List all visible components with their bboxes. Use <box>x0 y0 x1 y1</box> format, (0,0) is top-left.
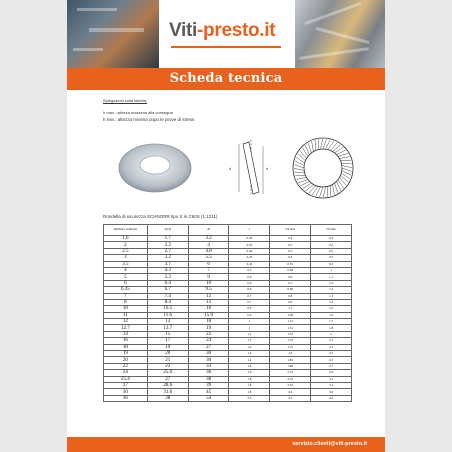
table-cell: 21 <box>147 357 188 363</box>
table-cell: 14 <box>104 331 148 337</box>
table-cell: 0.35 <box>229 242 270 248</box>
table-cell: 33 <box>188 363 229 369</box>
table-cell: 4 <box>104 267 148 273</box>
table-cell: 1.86 <box>270 363 311 369</box>
table-cell: 2.9 <box>311 370 352 376</box>
table-cell: 1.8 <box>229 382 270 388</box>
table-cell: 0.3 <box>311 236 352 242</box>
table-cell: 23 <box>147 363 188 369</box>
table-cell: 0.4 <box>270 236 311 242</box>
table-cell: 10.5 <box>147 306 188 312</box>
table-cell: 38 <box>147 395 188 401</box>
table-cell: 0.5 <box>311 255 352 261</box>
table-cell: 1.7 <box>311 319 352 325</box>
washer-section-icon <box>229 140 268 196</box>
table-cell: 28.6 <box>147 382 188 388</box>
table-cell: 2.5 <box>229 395 270 401</box>
table-cell: 3.6 <box>311 389 352 395</box>
table-cell: 0.45 <box>229 255 270 261</box>
table-cell: 0.7 <box>229 293 270 299</box>
table-cell: 25.4 <box>104 376 148 382</box>
table-cell: 1.4 <box>229 344 270 350</box>
table-cell: 2.5 <box>311 357 352 363</box>
column-header: Diametro nominale <box>104 225 148 236</box>
table-cell: 2.1 <box>311 338 352 344</box>
table-cell: 10 <box>188 280 229 286</box>
table-cell: 1.4 <box>311 299 352 305</box>
table-cell: 1.1 <box>229 331 270 337</box>
table-cell: 38 <box>188 376 229 382</box>
table-cell: 15.9 <box>188 312 229 318</box>
table-cell: 1.35 <box>270 331 311 337</box>
table-cell: 10 <box>104 306 148 312</box>
table-cell: 0.6 <box>270 255 311 261</box>
table-cell: 3.1 <box>311 376 352 382</box>
table-cell: 0.4 <box>311 242 352 248</box>
table-cell: 25.6 <box>147 370 188 376</box>
table-cell: 0.9 <box>229 306 270 312</box>
table-cell: 6.35 <box>104 287 148 293</box>
table-cell: 54 <box>188 395 229 401</box>
table-cell: 0.5 <box>270 242 311 248</box>
table-cell: 0.55 <box>270 261 311 267</box>
table-cell: 16 <box>188 306 229 312</box>
table-cell: 1.8 <box>229 389 270 395</box>
column-header: ∅h max <box>270 225 311 236</box>
column-header: d1(d) <box>147 225 188 236</box>
table-cell: 27 <box>147 376 188 382</box>
table-cell: 0.6 <box>229 280 270 286</box>
table-cell: 8.4 <box>147 299 188 305</box>
table-cell: 1.4 <box>229 363 270 369</box>
table-cell: 19 <box>104 351 148 357</box>
washer-photo-icon <box>119 144 191 192</box>
table-cell: 5 <box>104 274 148 280</box>
table-cell: 3.2 <box>147 255 188 261</box>
table-cell: 1.9 <box>270 351 311 357</box>
washer-top-view-icon <box>293 138 353 198</box>
table-cell: 1.1 <box>270 306 311 312</box>
table-cell: 11.6 <box>147 312 188 318</box>
table-cell: 0.7 <box>270 280 311 286</box>
table-cell: 1.31 <box>270 325 311 331</box>
table-cell: 4.8 <box>188 248 229 254</box>
washer-drawing <box>103 134 363 200</box>
logo-underline <box>171 46 281 48</box>
logo-part-1: Viti <box>169 20 198 41</box>
table-cell: 1.75 <box>270 344 311 350</box>
table-cell: 1.6 <box>104 236 148 242</box>
table-cell: 1.8 <box>229 376 270 382</box>
table-cell: 12.7 <box>104 325 148 331</box>
table-cell: 1.6 <box>229 370 270 376</box>
table-cell: 2.3 <box>311 344 352 350</box>
table-cell: 2.5 <box>311 351 352 357</box>
table-cell: 0.9 <box>229 312 270 318</box>
table-cell: 36 <box>188 370 229 376</box>
table-cell: 0.5 <box>229 267 270 273</box>
table-cell: 1.6 <box>311 312 352 318</box>
table-cell: 7 <box>188 267 229 273</box>
table-cell: 15 <box>147 331 188 337</box>
screws-photo <box>295 0 385 68</box>
table-cell: 20 <box>147 351 188 357</box>
table-cell: 2 <box>104 242 148 248</box>
table-cell: 9.5 <box>188 287 229 293</box>
contact-email-link[interactable]: servizio.clienti@viti-presto.it <box>292 441 367 447</box>
table-cell: 4 <box>188 242 229 248</box>
table-cell: 30 <box>104 389 148 395</box>
table-cell: 2.7 <box>147 248 188 254</box>
tech-sheet-page <box>67 0 385 452</box>
table-cell: 13 <box>147 319 188 325</box>
table-cell: 0.45 <box>229 261 270 267</box>
table-cell: 1.1 <box>311 274 352 280</box>
table-cell: 1.4 <box>229 351 270 357</box>
table-cell: 24 <box>104 370 148 376</box>
table-cell: 0.5 <box>311 248 352 254</box>
table-cell: 17 <box>147 338 188 344</box>
table-cell: 8 <box>104 299 148 305</box>
site-logo[interactable] <box>169 20 289 46</box>
table-cell: 2.35 <box>270 376 311 382</box>
table-cell: 6 <box>188 261 229 267</box>
table-cell: 1.7 <box>147 236 188 242</box>
svg-text:h: h <box>266 166 269 171</box>
table-cell: 1.08 <box>270 312 311 318</box>
table-cell: 0.30 <box>229 236 270 242</box>
product-caption: Rondella di sicurezza SCHNORR tipo S in C60S (1.1211) <box>103 214 218 219</box>
table-cell: 36 <box>104 395 148 401</box>
table-cell: 0.40 <box>229 248 270 254</box>
table-cell: 5.3 <box>147 274 188 280</box>
table-cell: 45 <box>188 389 229 395</box>
table-cell: 3 <box>104 255 148 261</box>
table-cell: 24 <box>188 338 229 344</box>
table-cell: 0.6 <box>229 274 270 280</box>
table-cell: 2.15 <box>270 370 311 376</box>
table-cell: 0.5 <box>270 248 311 254</box>
table-cell: 30 <box>188 357 229 363</box>
table-cell: 1 <box>229 325 270 331</box>
table-cell: 3.1 <box>311 382 352 388</box>
column-header: s <box>229 225 270 236</box>
table-cell: 30 <box>188 351 229 357</box>
table-cell: 1.55 <box>270 338 311 344</box>
column-header: ∅h min <box>311 225 352 236</box>
table-notes <box>103 98 353 123</box>
table-cell: 1.2 <box>311 287 352 293</box>
table-cell: 0.6 <box>229 287 270 293</box>
table-cell: 1.3 <box>229 338 270 344</box>
table-cell: 4.2 <box>311 395 352 401</box>
header <box>67 0 385 68</box>
table-cell: 19 <box>188 325 229 331</box>
table-cell: 2.35 <box>270 382 311 388</box>
table-cell: 7 <box>104 293 148 299</box>
table-cell: 0.8 <box>270 293 311 299</box>
table-cell: 1.8 <box>311 325 352 331</box>
table-cell: 2.6 <box>270 389 311 395</box>
table-cell: 2.5 <box>104 248 148 254</box>
table-cell: 0.9 <box>270 299 311 305</box>
table-cell: 39 <box>188 382 229 388</box>
table-cell: 7.4 <box>147 293 188 299</box>
table-cell: 18 <box>188 319 229 325</box>
svg-text:d: d <box>229 166 232 171</box>
table-cell: 27 <box>104 382 148 388</box>
table-cell: 6 <box>104 280 148 286</box>
specs-table <box>103 224 352 402</box>
table-cell: 31.6 <box>147 389 188 395</box>
table-cell: 0.48 <box>270 287 311 293</box>
logo-part-2: -presto.it <box>197 20 276 41</box>
table-cell: 9 <box>188 274 229 280</box>
table-cell: 4.3 <box>147 267 188 273</box>
table-cell: 20 <box>104 357 148 363</box>
table-cell: 2.2 <box>147 242 188 248</box>
table-cell: 1.15 <box>270 319 311 325</box>
table-cell: 1.85 <box>270 357 311 363</box>
table-cell: 3.2 <box>188 236 229 242</box>
table-cell: 19 <box>147 344 188 350</box>
table-cell: 1.2 <box>311 280 352 286</box>
table-cell: 13 <box>188 299 229 305</box>
table-cell: 3.7 <box>147 261 188 267</box>
table-cell: 11 <box>104 312 148 318</box>
table-cell: 3.2 <box>270 395 311 401</box>
table-cell: 13.7 <box>147 325 188 331</box>
table-cell: 16 <box>104 338 148 344</box>
table-cell: 3.5 <box>104 261 148 267</box>
table-cell: 2 <box>311 331 352 337</box>
table-cell: 12 <box>188 293 229 299</box>
notes-heading: Spiegazioni sulla tabella: <box>103 98 148 103</box>
table-cell: 6.7 <box>147 287 188 293</box>
table-cell: 22 <box>104 363 148 369</box>
column-header: d2 <box>188 225 229 236</box>
table-cell: 18 <box>104 344 148 350</box>
table-cell: 0.56 <box>270 267 311 273</box>
title-banner <box>67 68 385 90</box>
table-cell: 1.4 <box>229 357 270 363</box>
table-cell: 1 <box>311 267 352 273</box>
table-cell: 2.7 <box>311 363 352 369</box>
table-cell: 0.5 <box>311 261 352 267</box>
table-cell: 0.6 <box>270 274 311 280</box>
table-cell: 5.5 <box>188 255 229 261</box>
tools-photo <box>67 0 159 68</box>
table-cell: 1 <box>229 319 270 325</box>
page-title: Scheda tecnica <box>169 71 283 86</box>
table-cell: 1.3 <box>311 293 352 299</box>
note-hmax: h max.: altezza massima alla consegna <box>103 110 173 115</box>
table-cell: 27 <box>188 344 229 350</box>
table-cell: 6.4 <box>147 280 188 286</box>
table-cell: 12 <box>104 319 148 325</box>
table-cell: 0.7 <box>229 299 270 305</box>
table-cell: 1.6 <box>311 306 352 312</box>
table-row <box>104 395 352 401</box>
table-header-row <box>104 225 352 236</box>
note-hmin: h min.: altezza minima dopo le prove di stress <box>103 117 195 122</box>
footer-bar <box>67 437 385 452</box>
table-cell: 22 <box>188 331 229 337</box>
